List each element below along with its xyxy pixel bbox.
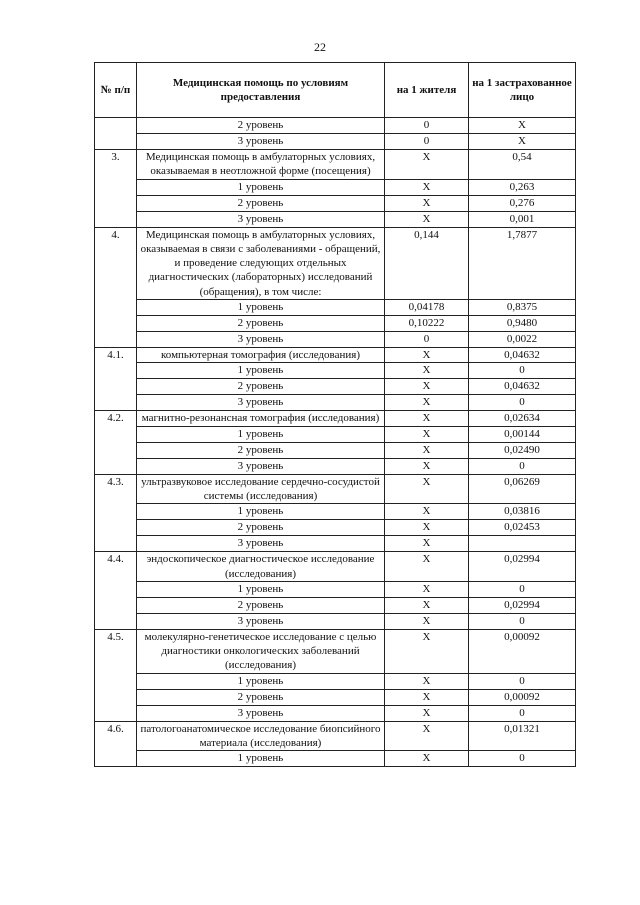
row-number bbox=[95, 442, 137, 458]
table-row bbox=[95, 316, 576, 332]
row-description: 2 уровень bbox=[137, 689, 385, 705]
row-number bbox=[95, 597, 137, 613]
row-description: Медицинская помощь в амбулаторных условиях, оказываемая в неотложной форме (посещения) bbox=[137, 150, 385, 180]
row-per-resident: Х bbox=[385, 581, 469, 597]
table-body bbox=[95, 118, 576, 767]
row-per-resident: Х bbox=[385, 689, 469, 705]
row-number bbox=[95, 211, 137, 227]
row-per-insured bbox=[469, 536, 576, 552]
row-per-resident: Х bbox=[385, 520, 469, 536]
row-per-insured: 0,04632 bbox=[469, 348, 576, 363]
row-per-resident: 0,10222 bbox=[385, 316, 469, 332]
row-per-resident: 0 bbox=[385, 332, 469, 348]
row-per-insured: 0,01321 bbox=[469, 721, 576, 751]
row-per-insured: 0,04632 bbox=[469, 379, 576, 395]
row-per-resident: Х bbox=[385, 426, 469, 442]
row-number bbox=[95, 426, 137, 442]
row-number: 4.3. bbox=[95, 474, 137, 504]
row-per-resident: Х bbox=[385, 751, 469, 767]
row-description: 1 уровень bbox=[137, 504, 385, 520]
table-row bbox=[95, 395, 576, 411]
row-per-insured: 0 bbox=[469, 673, 576, 689]
page-number: 22 bbox=[314, 40, 326, 54]
row-number bbox=[95, 395, 137, 411]
row-per-insured: 0,263 bbox=[469, 179, 576, 195]
row-description: 3 уровень bbox=[137, 536, 385, 552]
table-row bbox=[95, 442, 576, 458]
table-row bbox=[95, 227, 576, 299]
row-number bbox=[95, 458, 137, 474]
table-row bbox=[95, 613, 576, 629]
row-per-insured: 0,02453 bbox=[469, 520, 576, 536]
row-description: ультразвуковое исследование сердечно-сосудистой системы (исследования) bbox=[137, 474, 385, 504]
table-row bbox=[95, 689, 576, 705]
row-per-resident: 0,04178 bbox=[385, 300, 469, 316]
table-row bbox=[95, 179, 576, 195]
table-row bbox=[95, 552, 576, 582]
table-row bbox=[95, 150, 576, 180]
row-number: 3. bbox=[95, 150, 137, 180]
table-row bbox=[95, 300, 576, 316]
row-per-resident: Х bbox=[385, 458, 469, 474]
row-per-insured: 0,02634 bbox=[469, 411, 576, 426]
table-row bbox=[95, 195, 576, 211]
row-per-resident: Х bbox=[385, 379, 469, 395]
table-row bbox=[95, 134, 576, 150]
row-per-resident: Х bbox=[385, 411, 469, 426]
row-per-insured: 0 bbox=[469, 613, 576, 629]
row-description: Медицинская помощь в амбулаторных условиях, оказываемая в связи с заболеваниями - обращений, и проведение следующих отдельных диагностических (лабораторных) исследований (обращения), в том числе: bbox=[137, 227, 385, 299]
row-description: 2 уровень bbox=[137, 195, 385, 211]
row-number bbox=[95, 581, 137, 597]
row-description: 1 уровень bbox=[137, 300, 385, 316]
row-description: 3 уровень bbox=[137, 458, 385, 474]
row-per-insured: 0,06269 bbox=[469, 474, 576, 504]
row-description: 1 уровень bbox=[137, 179, 385, 195]
table-row bbox=[95, 721, 576, 751]
table-row bbox=[95, 211, 576, 227]
row-description: 3 уровень bbox=[137, 613, 385, 629]
table-header-row bbox=[95, 63, 576, 118]
table-row bbox=[95, 751, 576, 767]
row-number bbox=[95, 613, 137, 629]
row-per-insured: 0,03816 bbox=[469, 504, 576, 520]
row-per-insured: Х bbox=[469, 134, 576, 150]
table-row bbox=[95, 348, 576, 363]
row-per-resident: Х bbox=[385, 179, 469, 195]
row-description: 2 уровень bbox=[137, 316, 385, 332]
row-per-insured: 0 bbox=[469, 751, 576, 767]
row-per-insured: 0,02490 bbox=[469, 442, 576, 458]
row-number bbox=[95, 300, 137, 316]
row-per-insured: 0,8375 bbox=[469, 300, 576, 316]
table-row bbox=[95, 673, 576, 689]
header-per-insured: на 1 застрахованное лицо bbox=[469, 63, 576, 118]
row-description: молекулярно-генетическое исследование с целью диагностики онкологических заболеваний (исследования) bbox=[137, 629, 385, 673]
row-number: 4.6. bbox=[95, 721, 137, 751]
row-number: 4.1. bbox=[95, 348, 137, 363]
row-number: 4.2. bbox=[95, 411, 137, 426]
row-per-insured: 0,001 bbox=[469, 211, 576, 227]
row-description: 3 уровень bbox=[137, 705, 385, 721]
table-row bbox=[95, 458, 576, 474]
row-per-resident: Х bbox=[385, 363, 469, 379]
row-number bbox=[95, 689, 137, 705]
row-number: 4.4. bbox=[95, 552, 137, 582]
row-number: 4.5. bbox=[95, 629, 137, 673]
table-row bbox=[95, 581, 576, 597]
row-per-insured: 0,00092 bbox=[469, 629, 576, 673]
row-per-insured: 0 bbox=[469, 395, 576, 411]
row-description: 2 уровень bbox=[137, 597, 385, 613]
header-number: № п/п bbox=[95, 63, 137, 118]
table-row bbox=[95, 705, 576, 721]
table-row bbox=[95, 118, 576, 134]
row-description: 3 уровень bbox=[137, 395, 385, 411]
table-row bbox=[95, 520, 576, 536]
row-per-insured: 0,00144 bbox=[469, 426, 576, 442]
row-description: 2 уровень bbox=[137, 520, 385, 536]
row-per-resident: Х bbox=[385, 395, 469, 411]
medical-care-table bbox=[94, 62, 576, 767]
row-per-insured: 0,9480 bbox=[469, 316, 576, 332]
table-row bbox=[95, 332, 576, 348]
row-per-resident: Х bbox=[385, 474, 469, 504]
header-description: Медицинская помощь по условиям предоставления bbox=[137, 63, 385, 118]
row-per-insured: Х bbox=[469, 118, 576, 134]
row-description: 1 уровень bbox=[137, 426, 385, 442]
table-row bbox=[95, 629, 576, 673]
row-per-insured: 1,7877 bbox=[469, 227, 576, 299]
row-number: 4. bbox=[95, 227, 137, 299]
row-number bbox=[95, 520, 137, 536]
row-per-resident: Х bbox=[385, 150, 469, 180]
row-description: 2 уровень bbox=[137, 118, 385, 134]
table-row bbox=[95, 597, 576, 613]
row-per-insured: 0 bbox=[469, 705, 576, 721]
row-per-resident: Х bbox=[385, 442, 469, 458]
row-number bbox=[95, 179, 137, 195]
row-description: патологоанатомическое исследование биопсийного материала (исследования) bbox=[137, 721, 385, 751]
row-description: 3 уровень bbox=[137, 332, 385, 348]
row-per-insured: 0,02994 bbox=[469, 597, 576, 613]
row-number bbox=[95, 118, 137, 134]
row-per-resident: 0 bbox=[385, 118, 469, 134]
row-per-insured: 0,54 bbox=[469, 150, 576, 180]
row-per-insured: 0 bbox=[469, 458, 576, 474]
row-description: эндоскопическое диагностическое исследование (исследования) bbox=[137, 552, 385, 582]
row-per-resident: 0 bbox=[385, 134, 469, 150]
row-number bbox=[95, 316, 137, 332]
row-number bbox=[95, 536, 137, 552]
row-per-resident: 0,144 bbox=[385, 227, 469, 299]
row-per-resident: Х bbox=[385, 597, 469, 613]
row-per-insured: 0,00092 bbox=[469, 689, 576, 705]
row-number bbox=[95, 134, 137, 150]
row-per-resident: Х bbox=[385, 613, 469, 629]
table-row bbox=[95, 474, 576, 504]
table-row bbox=[95, 411, 576, 426]
row-description: 1 уровень bbox=[137, 751, 385, 767]
row-number bbox=[95, 379, 137, 395]
row-description: 1 уровень bbox=[137, 581, 385, 597]
row-number bbox=[95, 504, 137, 520]
row-per-resident: Х bbox=[385, 348, 469, 363]
row-description: 3 уровень bbox=[137, 134, 385, 150]
table-row bbox=[95, 504, 576, 520]
row-number bbox=[95, 195, 137, 211]
row-description: компьютерная томография (исследования) bbox=[137, 348, 385, 363]
row-per-resident: Х bbox=[385, 211, 469, 227]
table-row bbox=[95, 426, 576, 442]
table-row bbox=[95, 379, 576, 395]
table-row bbox=[95, 363, 576, 379]
row-per-resident: Х bbox=[385, 536, 469, 552]
row-number bbox=[95, 332, 137, 348]
row-per-resident: Х bbox=[385, 629, 469, 673]
row-per-insured: 0,0022 bbox=[469, 332, 576, 348]
row-per-resident: Х bbox=[385, 504, 469, 520]
row-description: 3 уровень bbox=[137, 211, 385, 227]
table-row bbox=[95, 536, 576, 552]
row-description: магнитно-резонансная томография (исследования) bbox=[137, 411, 385, 426]
row-number bbox=[95, 751, 137, 767]
row-per-resident: Х bbox=[385, 673, 469, 689]
row-per-insured: 0,02994 bbox=[469, 552, 576, 582]
row-per-insured: 0 bbox=[469, 363, 576, 379]
row-per-resident: Х bbox=[385, 552, 469, 582]
row-per-insured: 0 bbox=[469, 581, 576, 597]
row-description: 2 уровень bbox=[137, 379, 385, 395]
row-number bbox=[95, 705, 137, 721]
row-description: 1 уровень bbox=[137, 363, 385, 379]
row-per-resident: Х bbox=[385, 705, 469, 721]
row-per-insured: 0,276 bbox=[469, 195, 576, 211]
row-description: 2 уровень bbox=[137, 442, 385, 458]
row-description: 1 уровень bbox=[137, 673, 385, 689]
header-per-resident: на 1 жителя bbox=[385, 63, 469, 118]
row-number bbox=[95, 363, 137, 379]
row-per-resident: Х bbox=[385, 195, 469, 211]
row-per-resident: Х bbox=[385, 721, 469, 751]
row-number bbox=[95, 673, 137, 689]
